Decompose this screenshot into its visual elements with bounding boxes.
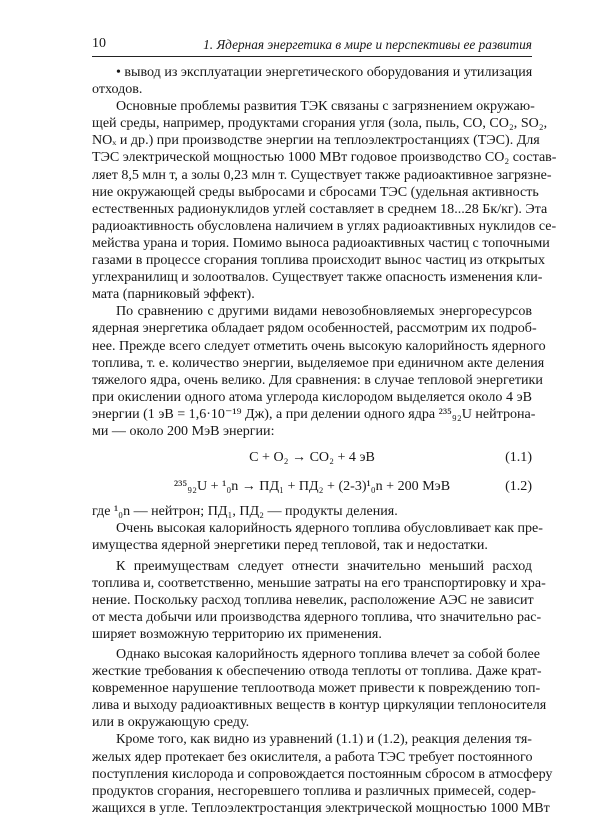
text-line: ТЭС электрической мощностью 1000 МВт годовое производство CO₂ состав- xyxy=(92,149,557,166)
text-line: углехранилищ и золоотвалов. Существует также опасность изменения кли- xyxy=(92,269,543,286)
text-line: • вывод из эксплуатации энергетического оборудования и утилизация xyxy=(116,64,533,80)
text-line: По сравнению с другими видами невозобновляемых энергоресурсов xyxy=(116,303,532,320)
text-line: нее. Прежде всего следует отметить очень высокую калорийность ядерного xyxy=(92,337,546,354)
text-line: мейства урана и тория. Помимо выноса радиоактивных частиц с топочными xyxy=(92,234,550,251)
equation-formula: ²³⁵₉₂U + ¹₀n → ПД₁ + ПД₂ + (2-3)¹₀n + 200 МэВ xyxy=(173,478,451,495)
text-line: ширяет возможную территорию их применения. xyxy=(92,625,382,642)
text-line: продуктов сгорания, несгоревшего топлива и различных примесей, содер- xyxy=(92,782,536,799)
text-line: при окислении одного атома углерода кислородом выделяется около 4 эВ xyxy=(92,388,532,405)
text-line: Основные проблемы развития ТЭК связаны с загрязнением окружаю- xyxy=(116,98,535,115)
text-line: естественных радионуклидов углей составляет в среднем 18...28 Бк/кг). Эта xyxy=(92,200,548,217)
text-line: имущества ядерной энергетики перед тепловой, так и недостатки. xyxy=(92,537,488,554)
equation-formula: C + O₂ → CO₂ + 4 эВ xyxy=(249,449,375,466)
text-line: нение. Поскольку расход топлива невелик, расположение АЭС не зависит xyxy=(92,591,534,608)
text-line: от места добычи или производства ядерного топлива, что значительно рас- xyxy=(92,608,542,625)
text-line: топлива и, соответственно, меньшие затраты на его транспортировку и хра- xyxy=(92,574,546,591)
text-line: ние окружающей среды выбросами и сбросами ТЭС (удельная активность xyxy=(92,183,539,200)
body-text xyxy=(92,64,557,817)
text-line: ядерная энергетика обладает рядом особенностей, рассмотрим их подроб- xyxy=(92,320,537,337)
text-line: газами в процессе сгорания топлива происходит вынос частиц из открытых xyxy=(92,252,545,269)
equation-number: (1.1) xyxy=(505,449,532,466)
paragraph xyxy=(92,557,546,643)
text-line: мата (парниковый эффект). xyxy=(92,286,255,303)
text-line: ляет 8,5 млн т, а золы 0,23 млн т. Существует также радиоактивное загрязне- xyxy=(92,166,552,183)
text-line: энергии (1 эВ = 1,6·10⁻¹⁹ Дж), а при делении одного ядра ²³⁵₉₂U нейтрона- xyxy=(92,405,536,422)
text-line: радиоактивность обусловлена наличием в углях радиоактивных нуклидов се- xyxy=(92,217,557,234)
paragraph xyxy=(92,731,553,816)
equation-1-2 xyxy=(92,478,532,495)
text-line: жащихся в угле. Теплоэлектростанция электрической мощностью 1000 МВт xyxy=(92,799,550,816)
text-line: лива и выходу радиоактивных веществ в контур циркуляции теплоносителя xyxy=(92,697,547,714)
header-rule xyxy=(92,56,532,57)
text-line: К преимуществам следует отнести значительно меньший расход xyxy=(116,557,532,574)
text-line: отходов. xyxy=(92,81,143,98)
text-line: Очень высокая калорийность ядерного топлива обусловливает как пре- xyxy=(116,520,543,537)
text-line: щей среды, например, продуктами сгорания угля (зола, пыль, CO, CO₂, SO₂, xyxy=(92,115,548,132)
equation-number: (1.2) xyxy=(505,478,532,495)
paragraph xyxy=(92,303,546,440)
text-line: Однако высокая калорийность ядерного топлива влечет за собой более xyxy=(116,646,540,662)
running-head: 1. Ядерная энергетика в мире и перспективы ее развития xyxy=(203,37,532,52)
text-line: где ¹₀n — нейтрон; ПД₁, ПД₂ — продукты деления. xyxy=(92,503,398,520)
text-line: поступления кислорода и сопровождается постоянным сбросом в атмосферу xyxy=(92,765,553,782)
text-line: топлива, т. е. количество энергии, выделяемое при единичном акте деления xyxy=(92,354,545,371)
paragraph xyxy=(92,98,557,303)
paragraph xyxy=(92,646,547,731)
equation-1-1 xyxy=(92,449,532,466)
paragraph xyxy=(92,520,543,554)
text-line: ковременное нарушение теплоотвода может привести к повреждению топ- xyxy=(92,680,541,697)
text-line: жесткие требования к обеспечению отвода теплоты от топлива. Даже крат- xyxy=(92,663,542,680)
paragraph-bullet xyxy=(92,64,532,98)
text-line: ми — около 200 МэВ энергии: xyxy=(92,422,275,439)
page-header xyxy=(92,36,532,56)
text-line: Кроме того, как видно из уравнений (1.1) и (1.2), реакция деления тя- xyxy=(116,731,532,748)
text-line: или в окружающую среду. xyxy=(92,714,250,731)
text-line: NOₓ и др.) при производстве энергии на теплоэлектростанциях (ТЭС). Для xyxy=(92,132,540,149)
page-number: 10 xyxy=(92,36,106,51)
text-line: желых ядер протекает без окислителя, а работа ТЭС требует постоянного xyxy=(92,748,533,765)
paragraph-where xyxy=(92,503,532,520)
text-line: тяжелого ядра, очень велико. Для сравнения: в случае тепловой энергетики xyxy=(92,371,543,388)
